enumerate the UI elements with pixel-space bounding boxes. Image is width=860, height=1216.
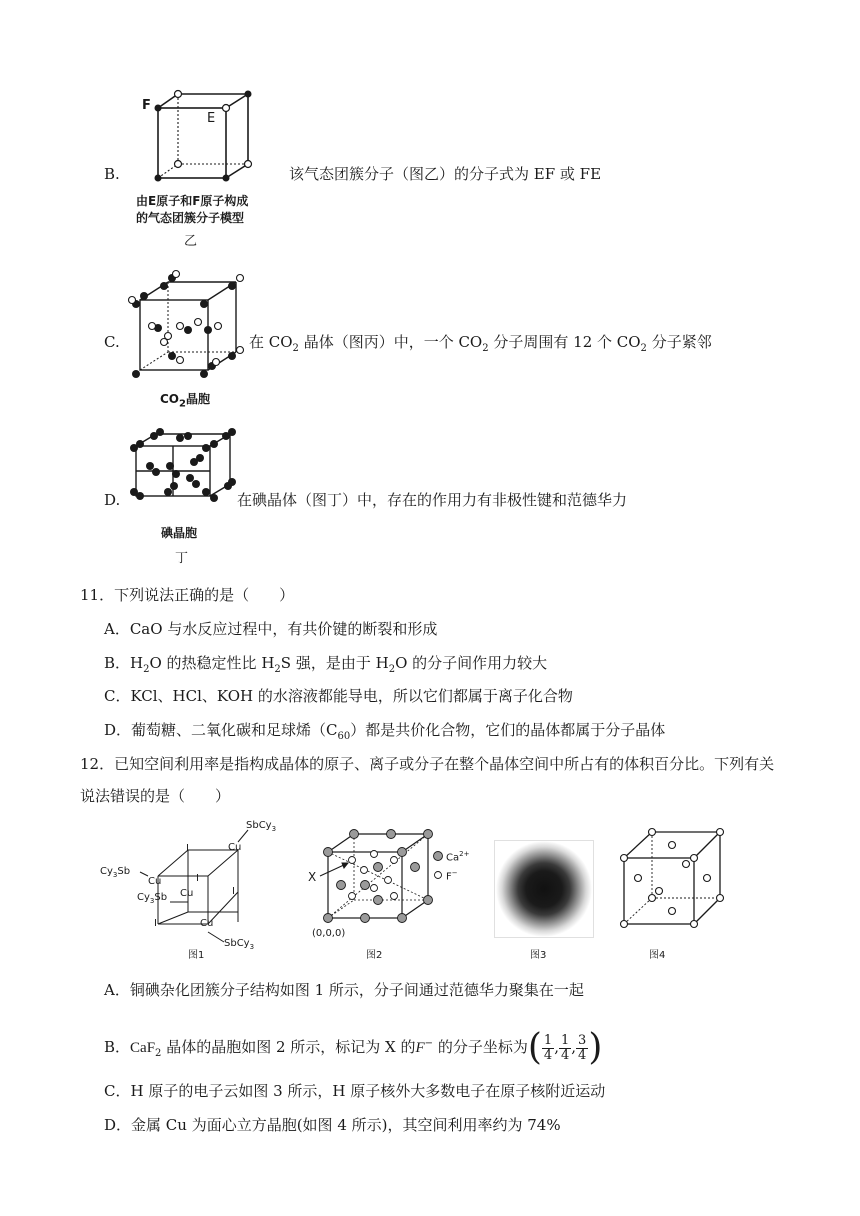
option-b-letter: B. <box>104 165 120 183</box>
fig2-legend-f: F− <box>446 869 458 883</box>
figure-3-label: 图3 <box>530 950 547 961</box>
q11-option-a: A．CaO 与水反应过程中，有共价键的断裂和形成 <box>104 620 438 638</box>
figure-caption-b1: 由E原子和F原子构成 <box>136 194 249 208</box>
fig1-label-cy3sb: $Cy_3Sb$ <box>100 866 131 879</box>
option-d-letter: D. <box>104 491 121 509</box>
fig1-cu-left: Cu <box>148 876 162 887</box>
q12-stem-line1: 12．已知空间利用率是指构成晶体的原子、离子或分子在整个晶体空间中所占有的体积百分比。下列有关 <box>80 755 775 773</box>
fig1-i-mid: I <box>196 873 199 884</box>
figure-caption-b2: 的气态团簇分子模型 <box>136 211 245 225</box>
fig1-cu-center: Cu <box>180 888 194 899</box>
fig2-legend-ca: $Ca^{2+}$ <box>446 850 470 864</box>
figure-label-ding: 丁 <box>175 551 189 566</box>
figure-1-label: 图1 <box>188 950 205 961</box>
option-d-text: 在碘晶体（图丁）中，存在的作用力有非极性键和范德华力 <box>237 491 628 509</box>
co2-unit-cell-figure <box>128 270 248 382</box>
fig2-legend-markers <box>433 850 445 884</box>
figure-4-label: 图4 <box>649 950 666 961</box>
cluster-cube-figure <box>140 86 270 186</box>
q11-option-b: B．$H_2O$ 的热稳定性比 $H_2S$ 强，是由于 $H_2O$ 的分子间作用力较大 <box>104 654 548 675</box>
figure-1-cu-i-cluster <box>98 812 288 952</box>
label-f: F <box>142 98 151 113</box>
fig1-i-top: I <box>186 843 189 854</box>
figure-label-yi: 乙 <box>184 234 198 249</box>
fig1-cu-top: Cu <box>228 842 242 853</box>
fig1-label-cy-sb: $Cy_3Sb$ <box>137 892 168 905</box>
figure-2-caf2-unit-cell <box>318 826 438 926</box>
q12-option-c: C．H 原子的电子云如图 3 所示，H 原子核外大多数电子在原子核附近运动 <box>104 1082 606 1100</box>
q11-stem: 11．下列说法正确的是（ ） <box>80 586 295 604</box>
fig1-label-sbcy3-bottom: SbCy$_3$ <box>224 938 255 951</box>
fig1-label-sbcy3-top: SbCy$_3$ <box>246 820 277 833</box>
option-b-text: 该气态团簇分子（图乙）的分子式为 EF 或 FE <box>289 165 602 183</box>
label-e: E <box>207 111 216 126</box>
fig1-cu-bottom: Cu <box>200 918 214 929</box>
figure-caption-co2: $CO_2$晶胞 <box>160 392 210 410</box>
option-c-letter: C. <box>104 333 120 351</box>
fig2-origin-label: (0,0,0) <box>312 928 346 939</box>
figure-4-fcc-unit-cell <box>616 826 728 930</box>
q11-option-d: D．葡萄糖、二氧化碳和足球烯$(C_{60})$都是共价化合物，它们的晶体都属于分子晶体 <box>104 721 666 742</box>
fig2-label-x: X <box>308 870 317 884</box>
iodine-unit-cell-figure <box>130 428 234 500</box>
fig1-i-right: I <box>232 886 235 897</box>
fig1-i-bottom: I <box>154 918 157 929</box>
figure-2-label: 图2 <box>366 950 383 961</box>
figure-3-electron-cloud <box>494 840 594 938</box>
q11-option-c: C．KCl、HCl、KOH 的水溶液都能导电，所以它们都属于离子化合物 <box>104 687 573 705</box>
q12-option-b: B．CaF$_2$ 晶体的晶胞如图 2 所示，标记为 X 的F− 的分子坐标为( $\frac{1}{4}$ , $\frac{1}{4}$ , $\frac{3}{4}$ ) <box>104 1027 603 1068</box>
figure-caption-iodine: 碘晶胞 <box>161 526 198 540</box>
q12-option-d: D．金属 Cu 为面心立方晶胞(如图 4 所示)，其空间利用率约为 74% <box>104 1116 561 1134</box>
q12-option-a: A．铜碘杂化团簇分子结构如图 1 所示，分子间通过范德华力聚集在一起 <box>104 981 584 999</box>
option-c-text: 在 $CO_2$ 晶体（图丙）中，一个 $CO_2$ 分子周围有 12 个 $CO_2$ 分子紧邻 <box>249 333 712 354</box>
q12-stem-line2: 说法错误的是（ ） <box>80 787 231 805</box>
